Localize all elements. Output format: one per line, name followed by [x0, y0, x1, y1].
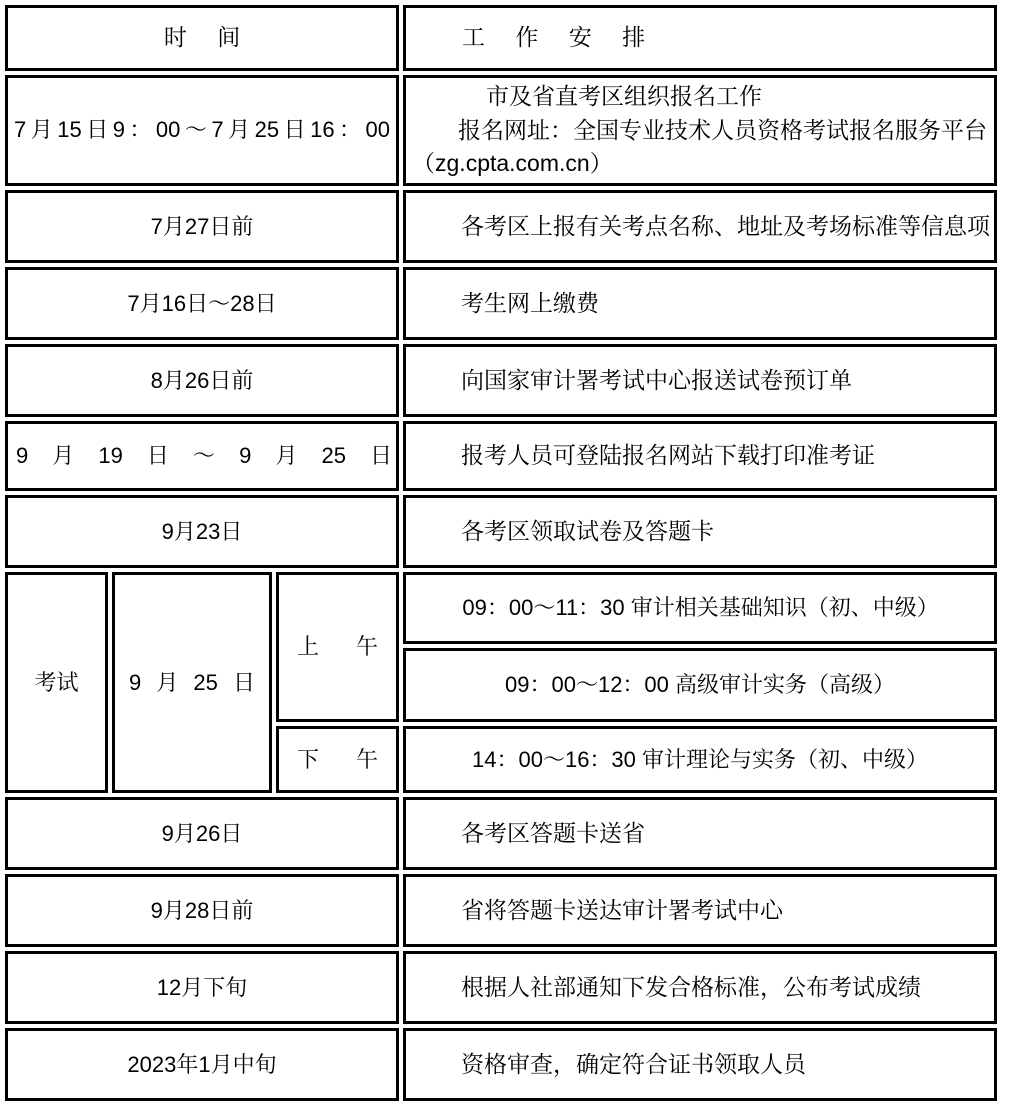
row-work-cell	[403, 344, 997, 417]
row-time-text: 9月19日～9月25日	[16, 442, 393, 468]
row-work-text: 根据人社部通知下发合格标准，公布考试成绩	[461, 973, 922, 1000]
exam-schedule-table	[1, 1, 1001, 1105]
row-time-cell	[5, 1028, 399, 1101]
row-work-text: 各考区上报有关考点名称、地址及考场标准等信息项	[461, 212, 991, 239]
row-time-text: 7月15日9：00～7月25日16：00	[14, 117, 391, 143]
exam-afternoon-cell	[276, 726, 399, 793]
row-time-text: 8月26日前	[150, 368, 254, 393]
row-work-cell	[403, 797, 997, 870]
table-row	[5, 421, 997, 491]
table-row	[5, 797, 997, 870]
header-label-work: 工 作 安 排	[462, 24, 658, 51]
header-cell-time	[5, 5, 399, 71]
row-work-cell	[403, 874, 997, 947]
exam-session-cell	[403, 648, 997, 722]
exam-afternoon-label: 下午	[297, 746, 379, 772]
exam-session-cell	[403, 572, 997, 644]
exam-label-text: 考试	[34, 669, 79, 695]
row-work-text: 向国家审计署考试中心报送试卷预订单	[461, 366, 853, 393]
schedule-document	[0, 1, 1010, 1077]
exam-morning-label: 上午	[297, 634, 379, 660]
row-time-cell	[5, 421, 399, 491]
row-time-cell	[5, 344, 399, 417]
row-time-text: 9月28日前	[150, 898, 254, 923]
row-work-text: 省将答题卡送达审计署考试中心	[461, 896, 784, 923]
exam-session-text: 14：00～16：30 审计理论与实务（初、中级）	[472, 746, 929, 772]
exam-session-cell	[403, 726, 997, 793]
header-label-time: 时 间	[163, 24, 253, 51]
table-row	[5, 495, 997, 568]
exam-row-session-1	[5, 572, 997, 644]
row-time-text: 7月16日～28日	[127, 291, 277, 316]
table-row	[5, 951, 997, 1024]
row-work-cell	[403, 421, 997, 491]
row-work-text: 报考人员可登陆报名网站下载打印准考证	[461, 442, 876, 469]
exam-morning-cell	[276, 572, 399, 722]
row-time-cell	[5, 951, 399, 1024]
row-time-text: 9月23日	[161, 519, 243, 544]
header-cell-work	[403, 5, 997, 71]
exam-date-text: 9月25日	[129, 669, 255, 695]
row-time-text: 12月下旬	[156, 975, 248, 1000]
table-row	[5, 75, 997, 186]
row-time-cell	[5, 75, 399, 186]
row-work-text: 各考区答题卡送省	[461, 819, 646, 846]
table-row	[5, 190, 997, 263]
row-work-cell	[403, 495, 997, 568]
exam-date-cell	[112, 572, 272, 793]
table-header-row	[5, 5, 997, 71]
row-work-text-line1: 市及省直考区组织报名工作	[486, 83, 763, 110]
row-work-cell	[403, 267, 997, 340]
exam-session-text: 09：00～12：00 高级审计实务（高级）	[505, 672, 896, 698]
row-work-cell	[403, 75, 997, 186]
exam-label-cell	[5, 572, 108, 793]
exam-session-text: 09：00～11：30 审计相关基础知识（初、中级）	[462, 595, 939, 621]
table-row	[5, 344, 997, 417]
row-time-cell	[5, 190, 399, 263]
table-row	[5, 1028, 997, 1101]
row-work-cell	[403, 190, 997, 263]
row-work-text-line2: 报名网址：全国专业技术人员资格考试报名服务平台（zg.cpta.com.cn）	[412, 116, 988, 177]
row-time-cell	[5, 874, 399, 947]
row-work-text: 考生网上缴费	[461, 289, 600, 316]
row-time-text: 9月26日	[161, 821, 243, 846]
row-time-cell	[5, 267, 399, 340]
row-work-text: 各考区领取试卷及答题卡	[461, 517, 715, 544]
row-time-cell	[5, 495, 399, 568]
row-time-text: 7月27日前	[150, 214, 254, 239]
table-row	[5, 267, 997, 340]
row-work-cell	[403, 1028, 997, 1101]
row-work-text: 资格审查，确定符合证书领取人员	[461, 1050, 807, 1077]
table-row	[5, 874, 997, 947]
row-work-cell	[403, 951, 997, 1024]
row-time-cell	[5, 797, 399, 870]
row-time-text: 2023年1月中旬	[127, 1052, 277, 1077]
